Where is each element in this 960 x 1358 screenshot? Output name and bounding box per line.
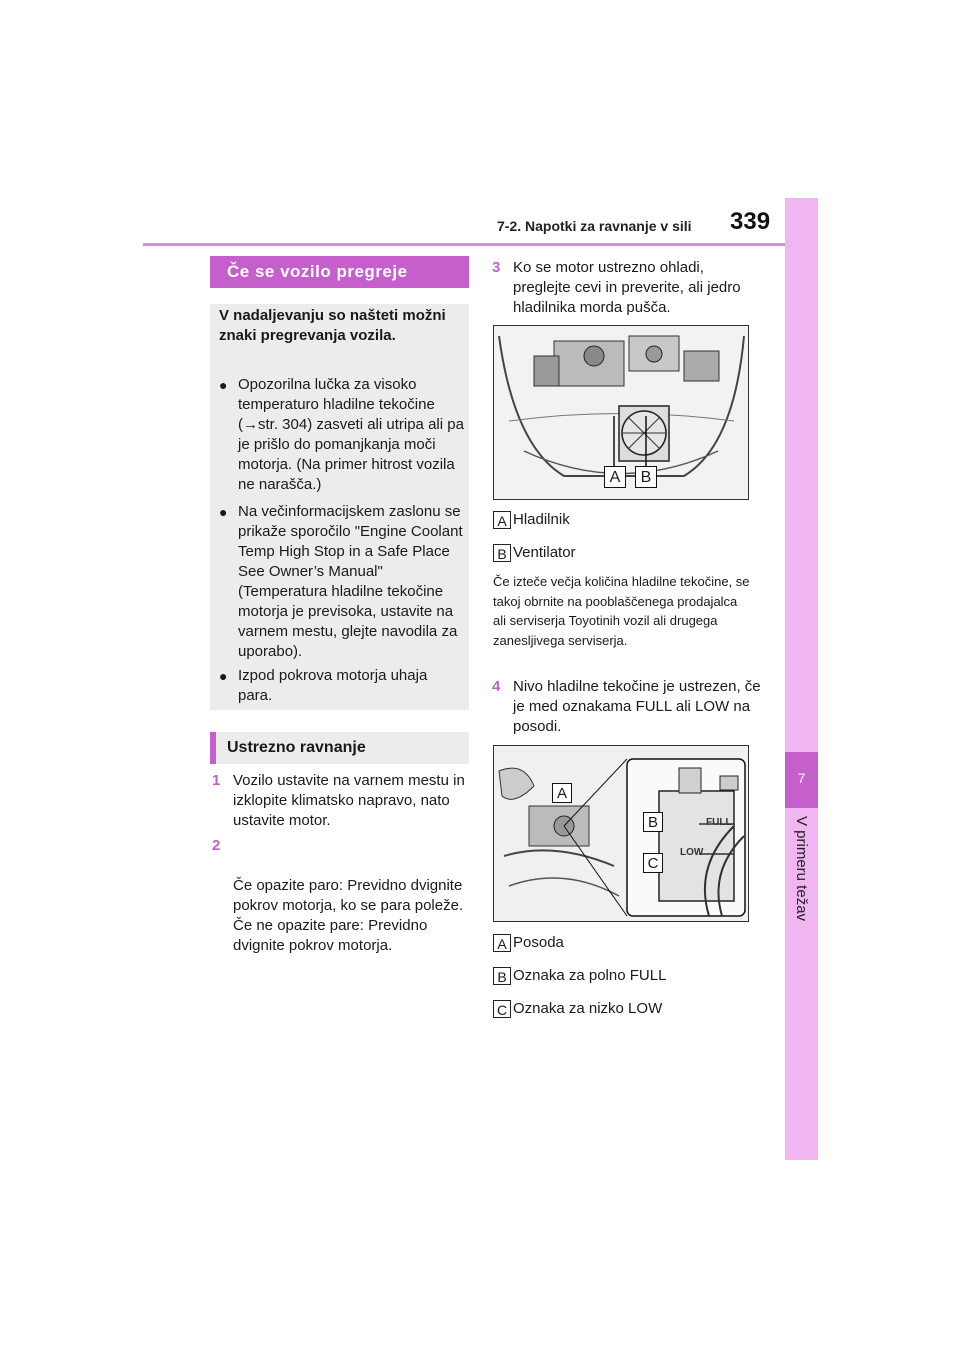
engine-bay-figure [493, 325, 749, 500]
bullet-dot-icon: ● [219, 504, 228, 520]
step-2: 2 Če opazite paro: Previdno dvignite pokrov motorja, ko se para poleže. Če ne opazite pare: Previdno dvignite pokrov motorja. [212, 837, 464, 954]
legend-key: A [493, 511, 511, 529]
legend-key: A [493, 934, 511, 952]
chapter-title [785, 816, 818, 996]
legend-item: B Ventilator [493, 543, 753, 565]
symptoms-lead: V nadaljevanju so našteti možni znaki pregrevanja vozila. [219, 307, 446, 344]
reservoir-illustration [494, 746, 748, 921]
legend-item: A Posoda [493, 933, 753, 955]
step-4: 4 Nivo hladilne tekočine je ustrezen, če je med oznakama FULL ali LOW na posodi. [492, 678, 761, 735]
bullet-dot-icon: ● [219, 377, 228, 393]
chapter-number: 7 [797, 770, 806, 786]
legend-key: C [493, 1000, 511, 1018]
callout-a: A [552, 783, 572, 803]
leak-note: Če izteče večja količina hladilne tekočine, se takoj obrnite na pooblaščenega prodajalca ali serviserja Toyotinih vozil ali drugega zanesljivega serviserja. [493, 574, 750, 648]
subheading: Ustrezno ravnanje [210, 732, 469, 764]
step-1: 1 Vozilo ustavite na varnem mestu in izklopite klimatsko napravo, nato ustavite motor. [212, 772, 465, 829]
bullet-item: ● Opozorilna lučka za visoko temperaturo hladilne tekočine (→str. 304) zasveti ali utripa ali pa je prišlo do pomanjkanja moči motorja. (Na primer hitrost vozila ne narašča.) [219, 376, 464, 493]
bullet-dot-icon: ● [219, 668, 228, 684]
header-divider [143, 243, 785, 246]
page-number: 339 [730, 208, 771, 235]
callout-b: B [643, 812, 663, 832]
callout-b: B [635, 466, 657, 488]
legend-item: A Hladilnik [493, 510, 753, 532]
section-title: 7-2. Napotki za ravnanje v sili [497, 218, 692, 234]
step-3: 3 Ko se motor ustrezno ohladi, preglejte cevi in preverite, ali jedro hladilnika morda pušča. [492, 259, 741, 316]
reservoir-figure [493, 745, 749, 922]
chapter-tab [785, 198, 818, 1160]
bullet-item: ● Na večinformacijskem zaslonu se prikaže sporočilo "Engine Coolant Temp High Stop in a Safe Place See Owner’s Manual" (Temperatura hladilne tekočine motorja je previsoka, ustavite na varnem mestu, glejte navodila za uporabo). [219, 503, 463, 660]
chapter-title-text: V primeru težav [793, 816, 810, 922]
section-heading: Če se vozilo pregreje [210, 256, 469, 288]
full-mark-text: FULL [706, 817, 732, 828]
legend-item: B Oznaka za polno FULL [493, 966, 753, 988]
bullet-item: ● Izpod pokrova motorja uhaja para. [219, 667, 428, 704]
legend-item: C Oznaka za nizko LOW [493, 999, 753, 1021]
legend-key: B [493, 544, 511, 562]
callout-a: A [604, 466, 626, 488]
callout-c: C [643, 853, 663, 873]
legend-key: B [493, 967, 511, 985]
low-mark-text: LOW [680, 847, 704, 858]
